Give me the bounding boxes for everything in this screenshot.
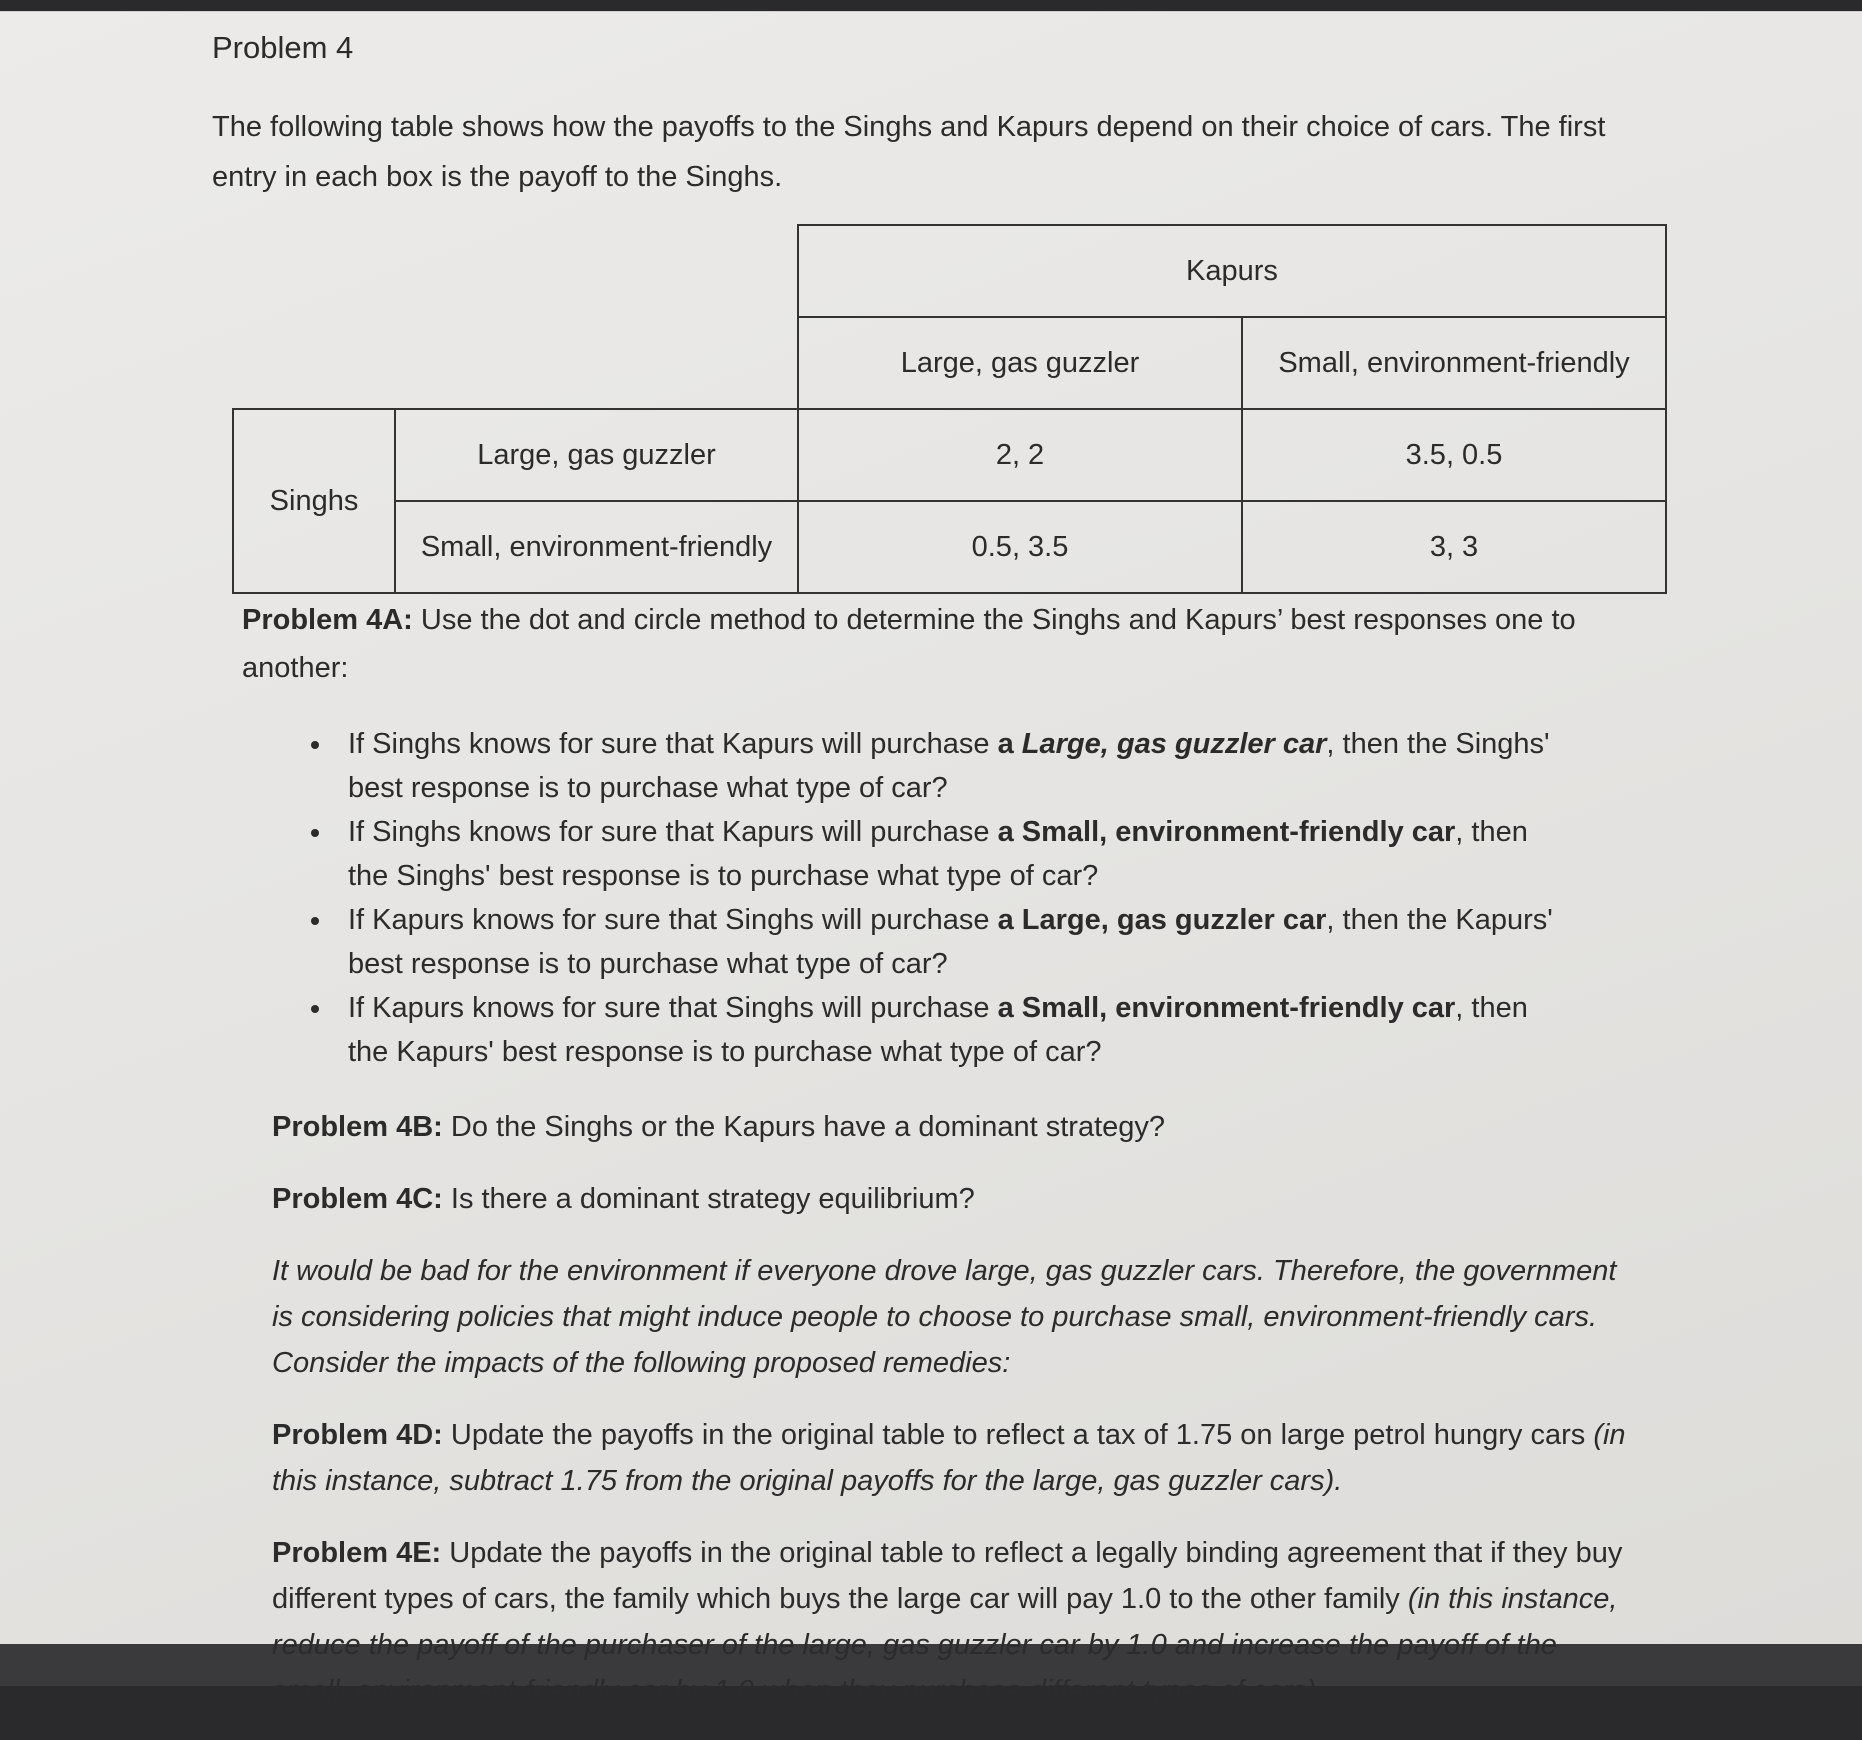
problem-4e-label: Problem 4E: [272, 1537, 442, 1569]
bullet-bold: a Small, environment-friendly car [997, 992, 1456, 1024]
bullet-bold: a Large, gas guzzler car [997, 904, 1327, 936]
problem-4c [272, 1176, 1632, 1222]
problem-4a-label: Problem 4A: [242, 604, 413, 636]
bullet-text: , then the Kapurs' best response is to purchase what type of car? [348, 904, 1553, 980]
bullet-text: , then the Kapurs' best response is to purchase what type of car? [348, 992, 1528, 1068]
best-response-questions [312, 722, 1564, 1074]
row-strategy-large: Large, gas guzzler [395, 409, 798, 501]
bullet-bold: a [997, 728, 1022, 760]
problem-4d [272, 1412, 1632, 1504]
list-item [334, 898, 1564, 986]
bullet-bold: a Small, environment-friendly car [997, 816, 1456, 848]
bullet-bold-italic: Large, gas guzzler car [1021, 728, 1327, 760]
problem-4d-label: Problem 4D: [272, 1419, 443, 1451]
bullet-text: If Singhs knows for sure that Kapurs will purchase [348, 816, 998, 848]
col-player-label: Kapurs [798, 225, 1666, 317]
bullet-text: , then the Singhs' best response is to purchase what type of car? [348, 728, 1550, 804]
list-item [334, 810, 1564, 898]
bullet-text: If Kapurs knows for sure that Singhs will purchase [348, 904, 998, 936]
empty-corner [233, 225, 395, 317]
problem-4d-note: (in this instance, subtract 1.75 from the original payoffs for the large, gas guzzler cars). [272, 1419, 1626, 1497]
payoff-cell: 3.5, 0.5 [1242, 409, 1666, 501]
payoff-cell: 3, 3 [1242, 501, 1666, 593]
payoff-cell: 2, 2 [798, 409, 1242, 501]
list-item [334, 986, 1564, 1074]
problem-4e-text: Update the payoffs in the original table to reflect a legally binding agreement that if they buy different types of cars, the family which buys the large car will pay 1.0 to the other family [272, 1537, 1623, 1615]
col-strategy-large: Large, gas guzzler [798, 317, 1242, 409]
empty-corner [233, 317, 395, 409]
problem-4b-label: Problem 4B: [272, 1111, 443, 1143]
empty-corner [395, 317, 798, 409]
empty-corner [395, 225, 798, 317]
payoff-table [232, 224, 1667, 594]
intro-paragraph: The following table shows how the payoffs to the Singhs and Kapurs depend on their choice of cars. The first entry in each box is the payoff to the Singhs. [212, 111, 1606, 193]
table-row [233, 409, 1666, 501]
problem-4b [272, 1104, 1632, 1150]
row-player-label: Singhs [233, 409, 395, 593]
table-row [233, 501, 1666, 593]
problem-4a [242, 596, 1672, 692]
row-strategy-small: Small, environment-friendly [395, 501, 798, 593]
bullet-text: If Singhs knows for sure that Kapurs will purchase [348, 728, 998, 760]
table-header-row [233, 225, 1666, 317]
problem-content [212, 30, 1672, 1740]
problem-4d-text: Update the payoffs in the original table to reflect a tax of 1.75 on large petrol hungry cars [442, 1419, 1594, 1451]
problem-4c-text: Is there a dominant strategy equilibrium? [442, 1183, 975, 1215]
bullet-text: If Kapurs knows for sure that Singhs will purchase [348, 992, 998, 1024]
problem-title: Problem 4 [212, 30, 354, 65]
problem-4c-label: Problem 4C: [272, 1183, 443, 1215]
policy-context: It would be bad for the environment if everyone drove large, gas guzzler cars. Therefore, the government is considering policies that might induce people to choose to purchase small, environment-friendly cars. Consider the impacts of the following proposed remedies: [272, 1255, 1617, 1379]
problem-4a-text: Use the dot and circle method to determine the Singhs and Kapurs’ best responses one to another: [242, 604, 1576, 684]
problem-4b-text: Do the Singhs or the Kapurs have a dominant strategy? [442, 1111, 1166, 1143]
payoff-cell: 0.5, 3.5 [798, 501, 1242, 593]
col-strategy-small: Small, environment-friendly [1242, 317, 1666, 409]
problem-4e-note: (in this instance, reduce the payoff of the purchaser of the large, gas guzzler car by 1.0 and increase the payoff of the small, environment-friendly car by 1.0 when they purchase different types of cars). [272, 1583, 1618, 1707]
bullet-text: , then the Singhs' best response is to purchase what type of car? [348, 816, 1528, 892]
list-item [334, 722, 1564, 810]
table-strategy-row [233, 317, 1666, 409]
problem-4e [272, 1530, 1632, 1714]
